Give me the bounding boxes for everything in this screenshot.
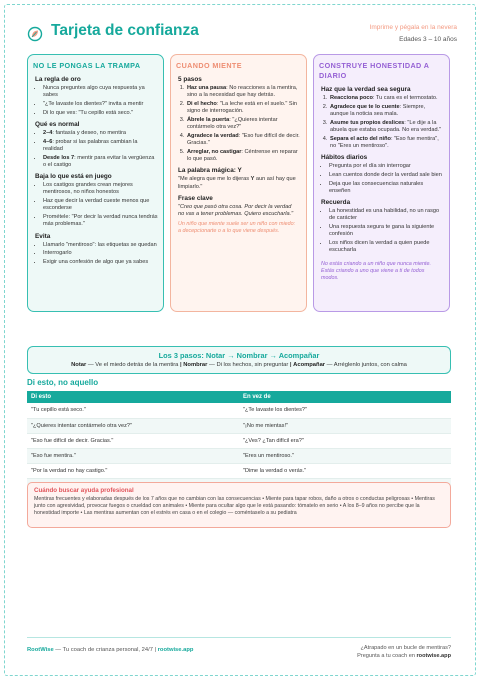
list-item: 2. Di el hecho: "La leche está en el suelo." Sin signo de interrogación. (186, 101, 301, 115)
table-cell: "Por la verdad no hay castigo." (27, 463, 239, 478)
list-item: • Llamarlo "mentiroso": las etiquetas se quedan (43, 242, 158, 249)
list-item: • Los castigos grandes crean mejores mentirosos, no niños honestos (43, 182, 158, 196)
leaf-circle-icon (27, 26, 43, 42)
table-cell: "¿Ves? ¿Tan difícil era?" (239, 433, 451, 448)
table-header-row (27, 391, 451, 403)
section-title: Qué es normal (35, 121, 80, 128)
list-item: 4. Separa el acto del niño: "Eso fue mentira", no "Eres un mentiroso". (329, 136, 444, 150)
list-item: 4. Agradece la verdad: "Eso fue difícil de decir. Gracias." (186, 133, 301, 147)
magic-word-quote: "Me alegra que me lo dijeras Y aun así hay que limpiarlo." (178, 176, 296, 190)
steps-title: Los 3 pasos: Notar → Nombrar → Acompañar (158, 351, 320, 360)
section-title: La palabra mágica: Y (178, 167, 242, 175)
column-note: Un niño que miente suele ser un niño con miedo: a decepcionarte o a lo que viene después. (178, 221, 296, 235)
section-title: Evita (35, 232, 51, 240)
column-heading: CUANDO MIENTE (176, 61, 242, 70)
list-item: • 2–4: fantasía y deseo, no mentira (43, 130, 158, 137)
bullet-list (329, 163, 444, 195)
column-header: Di esto (27, 391, 239, 403)
column-heading: NO LE PONGAS LA TRAMPA (33, 61, 141, 70)
site-link[interactable]: rootwise.app (416, 653, 451, 659)
list-item: 1. Haz una pausa: No reacciones a la mentira, sino a la necesidad que hay detrás. (186, 85, 301, 99)
section-title: Frase clave (178, 194, 213, 202)
list-item: • Interrogarlo (43, 250, 158, 257)
list-item: 1. Reacciona poco: Tu cara es el termostato. (329, 95, 444, 102)
list-item: • Una respuesta segura te gana la siguiente confesión (329, 224, 444, 238)
list-item: • Desde los 7: mentir para evitar la vergüenza o el castigo (43, 155, 158, 169)
table-row (27, 448, 451, 463)
column-note: No estás criando a un niño que nunca miente. Estás criando a uno que viene a ti de todos modos. (321, 260, 431, 281)
section-title: Recuerda (321, 199, 351, 207)
list-item: 2. Agradece que te lo cuente: Siempre, aunque la noticia sea mala. (329, 104, 444, 118)
section-title: La regla de oro (35, 76, 81, 83)
list-item: • Exigir una confesión de algo que ya sabes (43, 259, 158, 266)
list-item: • La honestidad es una habilidad, no un rasgo de carácter (329, 208, 444, 222)
site-link[interactable]: rootwise.app (157, 647, 194, 653)
brand-name: RootWise (27, 647, 54, 653)
numbered-list (186, 85, 301, 163)
list-item: • Prométele: "Por decir la verdad nunca tendrás más problemas." (43, 214, 158, 228)
table-row (27, 418, 451, 433)
list-item: • 4–6: probar si las palabras cambian la realidad (43, 139, 158, 153)
header (27, 24, 457, 52)
column-header: En vez de (239, 391, 451, 403)
help-body: Mentiras frecuentes y elaboradas después de los 7 años que no cambian con las consecuencias • Miente para tapar robos, daño a otros o conductas peligrosas • Mentiras junto con agresividad, provocar fuegos o crueldad con animales • Miente para ocultar algo que le está pasando: tómatelo en serio • A los 8–9 años no percibe que la honestidad importe • Las mentiras aumentan con el estrés en casa o en el colegio — coméntaselo a su pediatra (34, 496, 435, 516)
section-title: Hábitos diarios (321, 154, 368, 162)
table-row (27, 403, 451, 418)
list-item: • Pregunta por el día sin interrogar (329, 163, 444, 170)
section-title: Haz que la verdad sea segura (321, 86, 411, 93)
list-item: • Lean cuentos donde decir la verdad sale bien (329, 172, 444, 179)
list-item: • Haz que decir la verdad cueste menos que esconderse (43, 198, 158, 212)
list-item: 5. Arreglar, no castigar: Céntrense en reparar lo que pasó. (186, 149, 301, 163)
list-item: • "¿Te lavaste los dientes?" invita a mentir (43, 101, 158, 108)
column-no-trap (27, 54, 164, 312)
table-cell: "Eso fue mentira." (27, 448, 239, 463)
column-build-honesty (313, 54, 450, 312)
table-cell: "¿Quieres intentar contármelo otra vez?" (27, 418, 239, 433)
list-item: 3. Ábrele la puerta: "¿Quieres intentar contármelo otra vez?" (186, 117, 301, 131)
steps-line: Notar — Ve el miedo detrás de la mentira | Nombrar — Di los hechos, sin preguntar | Acompañar — Arréglenlo juntos, con calma (71, 362, 407, 368)
say-this-title: Di esto, no aquello (27, 378, 99, 387)
table-row (27, 463, 451, 478)
tagline: Imprime y pégala en la nevera (369, 24, 457, 31)
table-cell: "Tu cepillo está seco." (27, 403, 239, 418)
bullet-list (43, 130, 158, 169)
bullet-list (329, 208, 444, 254)
table-row (27, 433, 451, 448)
footer-divider (27, 637, 451, 638)
footer-brand: RootWise — Tu coach de crianza personal, 24/7 | rootwise.app (27, 647, 194, 653)
list-item: • Nunca preguntes algo cuya respuesta ya sabes (43, 85, 158, 99)
bullet-list (43, 242, 158, 267)
column-heading: CONSTRUYE HONESTIDAD A DIARIO (319, 61, 430, 80)
table-cell: "¡No me mientas!" (239, 418, 451, 433)
table-cell: "¿Te lavaste los dientes?" (239, 403, 451, 418)
list-item: 3. Asume tus propios deslices: "Le dije a la abuela que estaba ocupada. No era verdad." (329, 120, 444, 134)
table-cell: "Eres un mentiroso." (239, 448, 451, 463)
table-cell: "Dime la verdad o verás." (239, 463, 451, 478)
list-item: • Di lo que ves: "Tu cepillo está seco." (43, 110, 158, 117)
bullet-list (43, 85, 158, 117)
list-item: • Deja que las consecuencias naturales enseñen (329, 181, 444, 195)
section-title: Baja lo que está en juego (35, 173, 112, 181)
table-cell: "Eso fue difícil de decir. Gracias." (27, 433, 239, 448)
help-title: Cuándo buscar ayuda profesional (34, 487, 134, 494)
three-steps-bar (27, 346, 451, 374)
column-when-lies (170, 54, 307, 312)
age-range: Edades 3 – 10 años (399, 36, 457, 43)
bullet-list (43, 182, 158, 228)
numbered-list (329, 95, 444, 150)
key-phrase: "Creo que pasó otra cosa. Por decir la verdad no vas a tener problemas. Quiero escucharla." (178, 203, 294, 218)
footer-cta: ¿Atrapado en un bucle de mentiras? Pregunta a tu coach en rootwise.app (357, 645, 451, 659)
page-title: Tarjeta de confianza (51, 22, 199, 39)
section-title: 5 pasos (178, 76, 202, 83)
say-this-table (27, 391, 451, 494)
professional-help-box (27, 482, 451, 528)
list-item: • Los niños dicen la verdad a quien puede escucharla (329, 240, 444, 254)
